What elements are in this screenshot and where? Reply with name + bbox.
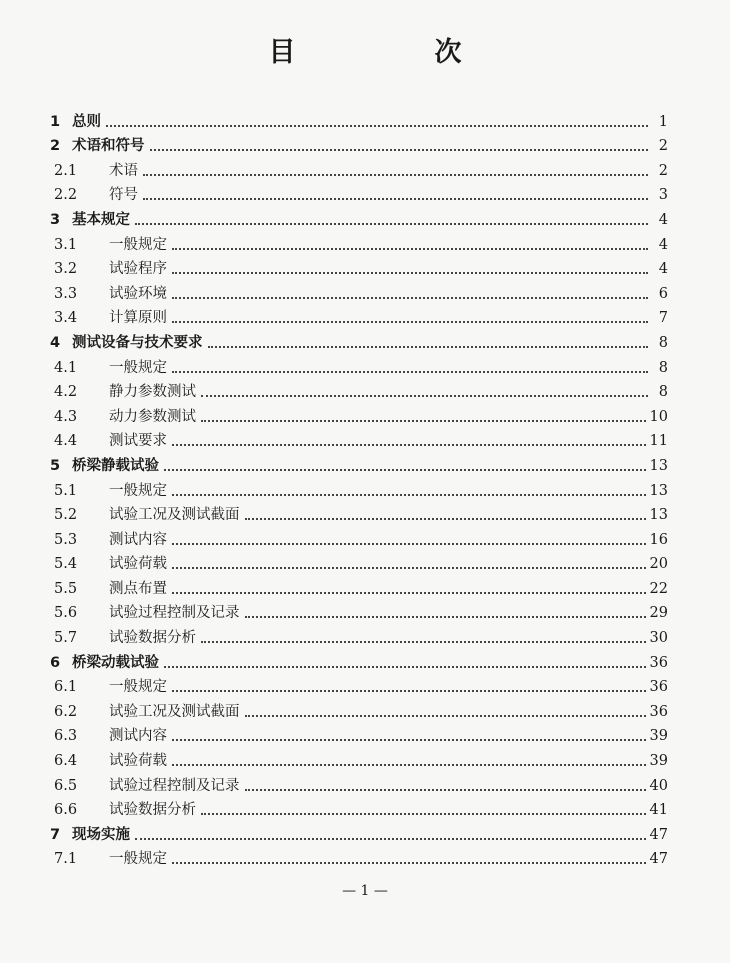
dot-leader: [201, 641, 646, 643]
toc-section-entry[interactable]: [38, 155, 668, 180]
dot-leader: [164, 469, 646, 471]
dot-leader: [172, 371, 648, 373]
toc-entry-page: 8: [658, 384, 668, 401]
toc-section-entry[interactable]: [38, 303, 668, 328]
toc-section-entry[interactable]: [38, 180, 668, 205]
toc-section-entry[interactable]: [38, 573, 668, 598]
toc-entry-number: 2: [49, 138, 61, 155]
dot-leader: [201, 813, 646, 815]
toc-entry-number: 6.5: [54, 777, 78, 794]
toc-entry-page: 22: [649, 580, 668, 597]
toc-entry-label: 术语: [109, 162, 138, 179]
toc-entry-label: 试验数据分析: [109, 630, 196, 647]
toc-entry-label: 静力参数测试: [109, 384, 196, 401]
toc-entry-number: 5.6: [54, 605, 78, 622]
dot-leader: [143, 198, 648, 200]
toc-entry-number: 5.5: [54, 580, 78, 597]
toc-entry-label: 桥梁动载试验: [72, 654, 159, 671]
toc-section-entry[interactable]: [38, 795, 668, 820]
toc-entry-page: 47: [649, 826, 668, 843]
toc-entry-page: 29: [649, 605, 668, 622]
toc-entry-label: 术语和符号: [72, 138, 145, 155]
toc-entry-page: 4: [658, 236, 668, 253]
toc-entry-number: 5.1: [54, 482, 78, 499]
toc-entry-number: 3.2: [54, 261, 78, 278]
dot-leader: [172, 690, 646, 692]
toc-entry-label: 测试设备与技术要求: [72, 334, 203, 351]
toc-chapter-entry[interactable]: [38, 106, 668, 131]
toc-entry-label: 试验过程控制及记录: [109, 777, 240, 794]
toc-entry-label: 试验荷载: [109, 556, 167, 573]
toc-entry-number: 5.2: [54, 507, 78, 524]
toc-entry-number: 4.2: [54, 384, 78, 401]
dot-leader: [172, 739, 646, 741]
dot-leader: [245, 715, 646, 717]
toc-section-entry[interactable]: [38, 770, 668, 795]
toc-section-entry[interactable]: [38, 721, 668, 746]
toc-entry-label: 桥梁静载试验: [72, 457, 159, 474]
dot-leader: [172, 592, 646, 594]
toc-entry-label: 试验过程控制及记录: [109, 605, 240, 622]
toc-entry-number: 2.1: [54, 162, 78, 179]
toc-entry-page: 8: [658, 334, 668, 351]
dot-leader: [245, 616, 646, 618]
toc-entry-label: 总则: [72, 113, 101, 130]
dot-leader: [201, 420, 646, 422]
dot-leader: [172, 272, 648, 274]
dot-leader: [150, 149, 649, 151]
page-title: 目 次: [268, 37, 518, 68]
dot-leader: [172, 494, 646, 496]
toc-entry-number: 1: [49, 113, 61, 130]
toc-section-entry[interactable]: [38, 352, 668, 377]
toc-section-entry[interactable]: [38, 229, 668, 254]
toc-entry-number: 3: [49, 211, 61, 228]
toc-chapter-entry[interactable]: [38, 450, 668, 475]
dot-leader: [208, 346, 649, 348]
toc-entry-label: 试验程序: [109, 261, 167, 278]
toc-entry-number: 4.3: [54, 408, 78, 425]
toc-entry-page: 47: [649, 851, 668, 868]
toc-entry-label: 测点布置: [109, 580, 167, 597]
toc-section-entry[interactable]: [38, 672, 668, 697]
toc-entry-label: 基本规定: [72, 211, 130, 228]
toc-section-entry[interactable]: [38, 696, 668, 721]
toc-entry-label: 计算原则: [109, 310, 167, 327]
dot-leader: [135, 223, 648, 225]
dot-leader: [172, 567, 646, 569]
toc-entry-number: 6.3: [54, 728, 78, 745]
toc-entry-page: 13: [649, 507, 668, 524]
dot-leader: [106, 125, 648, 127]
toc-entry-number: 6.2: [54, 703, 78, 720]
table-of-contents: [38, 106, 668, 868]
toc-entry-page: 20: [649, 556, 668, 573]
toc-section-entry[interactable]: [38, 598, 668, 623]
dot-leader: [172, 321, 648, 323]
toc-entry-label: 一般规定: [109, 236, 167, 253]
toc-section-entry[interactable]: [38, 254, 668, 279]
toc-entry-page: 1: [658, 113, 668, 130]
toc-entry-number: 6.1: [54, 679, 78, 696]
toc-entry-number: 2.2: [54, 187, 78, 204]
toc-section-entry[interactable]: [38, 278, 668, 303]
toc-entry-label: 符号: [109, 187, 138, 204]
dot-leader: [143, 174, 648, 176]
toc-entry-page: 7: [658, 310, 668, 327]
toc-entry-label: 一般规定: [109, 679, 167, 696]
toc-entry-number: 4: [49, 334, 61, 351]
toc-entry-number: 3.1: [54, 236, 78, 253]
toc-section-entry[interactable]: [38, 549, 668, 574]
toc-entry-number: 6: [49, 654, 61, 671]
dot-leader: [172, 764, 646, 766]
dot-leader: [245, 518, 646, 520]
toc-entry-number: 5.3: [54, 531, 78, 548]
toc-entry-label: 动力参数测试: [109, 408, 196, 425]
toc-entry-label: 现场实施: [72, 826, 130, 843]
toc-entry-number: 3.4: [54, 310, 78, 327]
toc-entry-page: 4: [658, 261, 668, 278]
toc-entry-number: 3.3: [54, 285, 78, 302]
toc-entry-label: 试验荷载: [109, 753, 167, 770]
toc-entry-page: 16: [649, 531, 668, 548]
toc-entry-number: 7.1: [54, 851, 78, 868]
toc-section-entry[interactable]: [38, 745, 668, 770]
toc-entry-number: 7: [49, 826, 61, 843]
toc-entry-label: 一般规定: [109, 359, 167, 376]
toc-chapter-entry[interactable]: [38, 327, 668, 352]
dot-leader: [135, 838, 646, 840]
toc-entry-label: 试验环境: [109, 285, 167, 302]
dot-leader: [172, 543, 646, 545]
toc-entry-number: 5.4: [54, 556, 78, 573]
toc-section-entry[interactable]: [38, 401, 668, 426]
toc-entry-number: 6.6: [54, 802, 78, 819]
toc-entry-label: 试验工况及测试截面: [109, 507, 240, 524]
toc-section-entry[interactable]: [38, 426, 668, 451]
toc-entry-page: 2: [658, 162, 668, 179]
toc-entry-page: 36: [649, 679, 668, 696]
toc-entry-label: 测试要求: [109, 433, 167, 450]
toc-entry-page: 3: [658, 187, 668, 204]
toc-section-entry[interactable]: [38, 844, 668, 869]
toc-entry-page: 6: [658, 285, 668, 302]
dot-leader: [245, 789, 646, 791]
toc-entry-label: 一般规定: [109, 851, 167, 868]
dot-leader: [172, 862, 646, 864]
toc-entry-page: 30: [649, 630, 668, 647]
toc-entry-page: 2: [658, 138, 668, 155]
toc-entry-label: 试验数据分析: [109, 802, 196, 819]
toc-entry-page: 4: [658, 211, 668, 228]
dot-leader: [172, 444, 646, 446]
toc-entry-number: 5: [49, 457, 61, 474]
dot-leader: [172, 248, 648, 250]
toc-entry-page: 40: [649, 777, 668, 794]
toc-entry-label: 测试内容: [109, 531, 167, 548]
toc-section-entry[interactable]: [38, 500, 668, 525]
toc-section-entry[interactable]: [38, 622, 668, 647]
toc-entry-page: 10: [649, 408, 668, 425]
toc-entry-number: 4.4: [54, 433, 78, 450]
toc-entry-page: 41: [649, 802, 668, 819]
toc-section-entry[interactable]: [38, 524, 668, 549]
toc-entry-page: 13: [649, 457, 668, 474]
toc-chapter-entry[interactable]: [38, 204, 668, 229]
dot-leader: [172, 297, 648, 299]
toc-section-entry[interactable]: [38, 377, 668, 402]
toc-entry-page: 8: [658, 359, 668, 376]
toc-entry-page: 13: [649, 482, 668, 499]
toc-entry-label: 一般规定: [109, 482, 167, 499]
toc-entry-page: 36: [649, 703, 668, 720]
toc-entry-page: 39: [649, 753, 668, 770]
toc-section-entry[interactable]: [38, 475, 668, 500]
toc-entry-label: 测试内容: [109, 728, 167, 745]
toc-entry-page: 11: [649, 433, 668, 450]
toc-chapter-entry[interactable]: [38, 131, 668, 156]
toc-entry-number: 5.7: [54, 630, 78, 647]
toc-entry-page: 36: [649, 654, 668, 671]
dot-leader: [201, 395, 648, 397]
toc-entry-page: 39: [649, 728, 668, 745]
toc-entry-number: 4.1: [54, 359, 78, 376]
toc-entry-label: 试验工况及测试截面: [109, 703, 240, 720]
dot-leader: [164, 666, 646, 668]
toc-entry-number: 6.4: [54, 753, 78, 770]
toc-chapter-entry[interactable]: [38, 819, 668, 844]
toc-chapter-entry[interactable]: [38, 647, 668, 672]
page-number-footer: — 1 —: [342, 883, 388, 899]
